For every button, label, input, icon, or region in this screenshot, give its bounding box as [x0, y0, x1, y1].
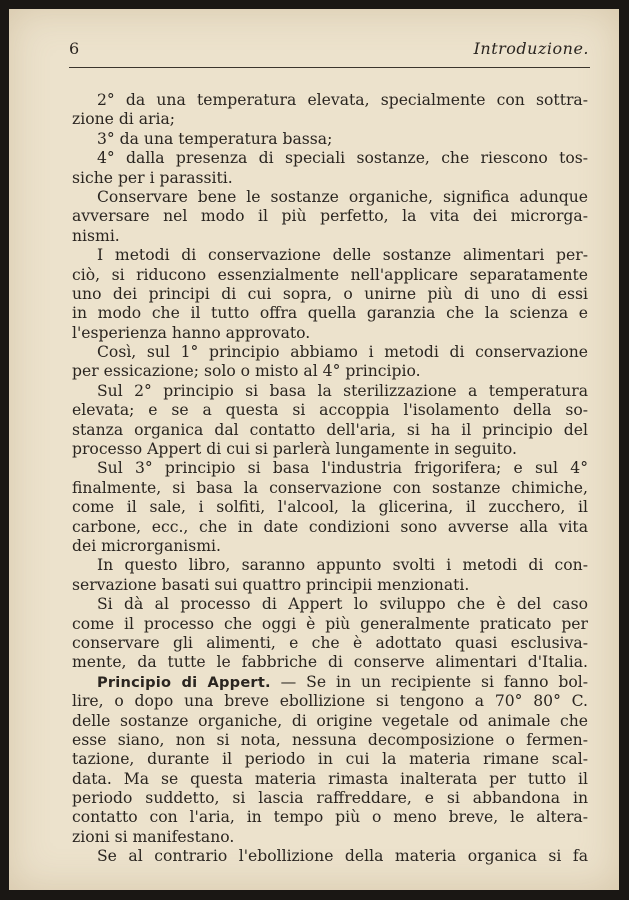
text-line: finalmente, si basa la conservazione con sostanze chimiche, — [72, 478, 588, 497]
text-line: periodo suddetto, si lascia raffreddare, e si abbandona in — [72, 789, 588, 808]
text-line: uno dei principi di cui sopra, o unirne più di uno di essi — [72, 284, 588, 303]
text-line: lire, o dopo una breve ebollizione si tengono a 70° 80° C. — [72, 692, 588, 711]
text-line: Così, sul 1° principio abbiamo i metodi di conservazione — [97, 343, 588, 362]
text-line: avversare nel modo il più perfetto, la vita dei microrga- — [72, 207, 588, 226]
text-line: contatto con l'aria, in tempo più o meno breve, le altera- — [72, 808, 588, 827]
page-number: 6 — [69, 39, 80, 58]
text-line: tazione, durante il periodo in cui la materia rimane scal- — [72, 750, 588, 769]
text-line — [72, 673, 588, 692]
section-heading: Principio di Appert. — [97, 673, 271, 691]
body-text — [72, 91, 588, 867]
text-line: Si dà al processo di Appert lo sviluppo che è del caso — [97, 595, 588, 614]
running-title: Introduzione. — [473, 39, 589, 58]
page-header — [69, 39, 589, 65]
text-line: In questo libro, saranno appunto svolti i metodi di con- — [97, 556, 588, 575]
text-line: nismi. — [72, 226, 120, 245]
text-line: in modo che il tutto offra quella garanzia che la scienza e — [72, 304, 588, 323]
text-line: data. Ma se questa materia rimasta inalterata per tutto il — [72, 769, 588, 788]
text-line: 2° da una temperatura elevata, specialmente con sottra- — [97, 91, 588, 109]
text-line: Sul 2° principio si basa la sterilizzazione a temperatura — [97, 381, 588, 400]
text-line: per essicazione; solo o misto al 4° principio. — [72, 362, 421, 381]
text-line: l'esperienza hanno approvato. — [72, 323, 311, 342]
text-line: ciò, si riducono essenzialmente nell'applicare separatamente — [72, 265, 588, 284]
text-line: zione di aria; — [72, 110, 176, 129]
text-line: servazione basati sui quattro principii menzionati. — [72, 575, 470, 594]
text-line: dei microrganismi. — [72, 536, 222, 555]
text-line: I metodi di conservazione delle sostanze alimentari per- — [97, 246, 588, 265]
text-line: processo Appert di cui si parlerà lungamente in seguito. — [72, 440, 517, 459]
text-line: mente, da tutte le fabbriche di conserve alimentari d'Italia. — [72, 653, 588, 672]
text-line: Sul 3° principio si basa l'industria frigorifera; e sul 4° — [97, 459, 588, 478]
text-line-fragment: — Se in un recipiente si fanno bol- — [280, 672, 588, 691]
text-line: delle sostanze organiche, di origine vegetale od animale che — [72, 711, 588, 730]
text-line: 4° dalla presenza di speciali sostanze, che riescono tos- — [97, 149, 588, 168]
text-line: stanza organica dal contatto dell'aria, si ha il principio del — [72, 420, 588, 439]
text-line: conservare gli alimenti, e che è adottato quasi esclusiva- — [72, 633, 588, 652]
text-line: elevata; e se a questa si accoppia l'isolamento della so- — [72, 401, 588, 420]
text-line: Se al contrario l'ebollizione della materia organica si fa — [97, 847, 588, 866]
text-line: Conservare bene le sostanze organiche, significa adunque — [97, 187, 588, 206]
text-line: come il processo che oggi è più generalmente praticato per — [72, 614, 588, 633]
text-line: come il sale, i solfiti, l'alcool, la glicerina, il zucchero, il — [72, 498, 588, 517]
book-page — [9, 9, 619, 890]
text-line: 3° da una temperatura bassa; — [97, 129, 333, 148]
header-rule — [69, 67, 590, 68]
text-line: esse siano, non si nota, nessuna decomposizione o fermen- — [72, 730, 588, 749]
text-line: siche per i parassiti. — [72, 168, 233, 187]
text-line: carbone, ecc., che in date condizioni sono avverse alla vita — [72, 517, 588, 536]
text-line: zioni si manifestano. — [72, 827, 235, 846]
